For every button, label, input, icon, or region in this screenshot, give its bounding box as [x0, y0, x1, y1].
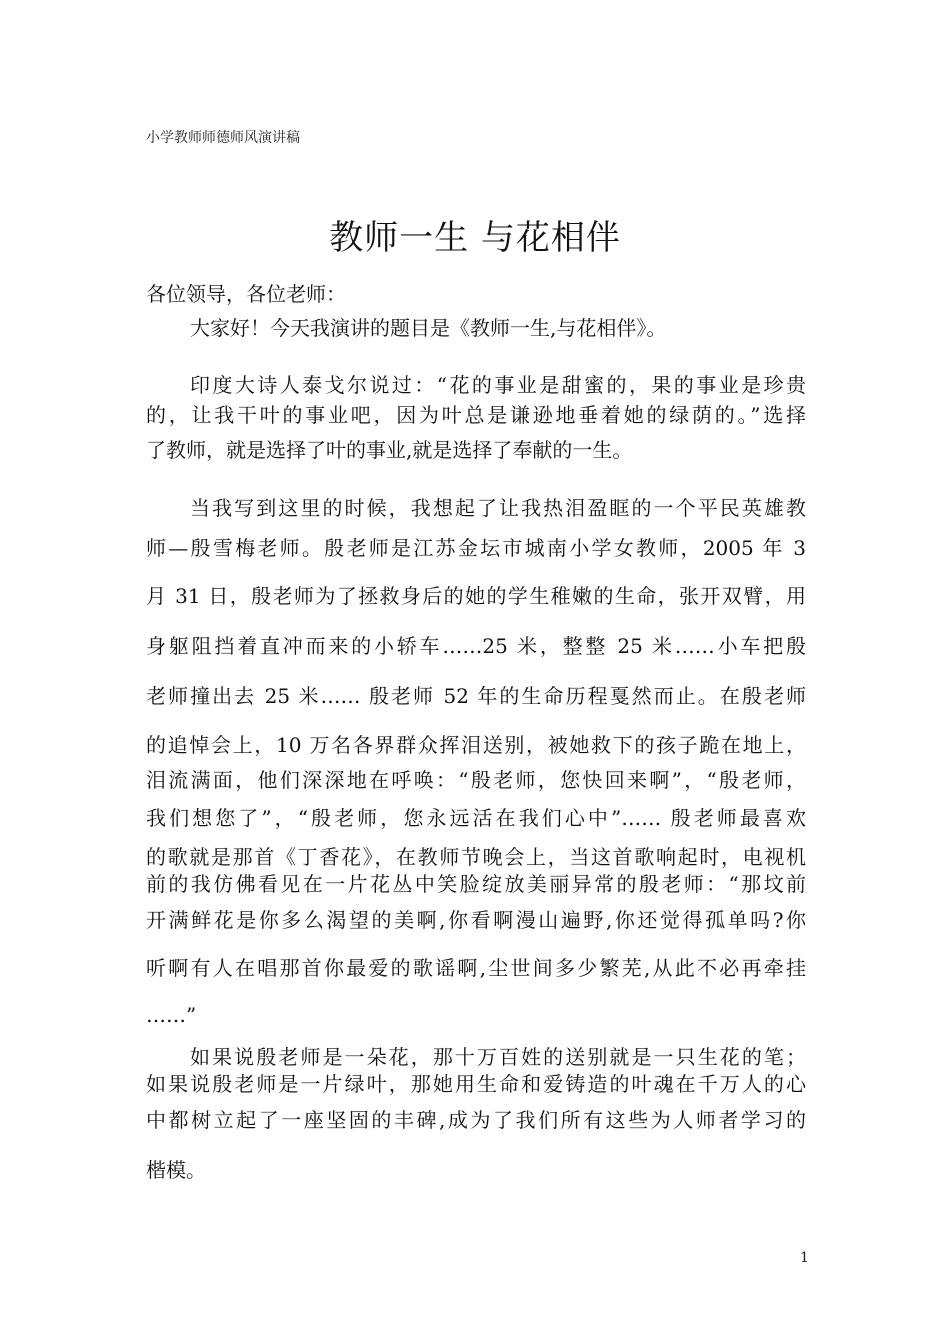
paragraph-line: 大家好！今天我演讲的题目是《教师一生,与花相伴》。	[190, 316, 667, 340]
document-header: 小学教师师德师风演讲稿	[146, 130, 300, 146]
paragraph-line: 楷模。	[146, 1158, 206, 1182]
paragraph-line: 当我写到这里的时候，我想起了让我热泪盈眶的一个平民英雄教	[190, 496, 806, 520]
paragraph-line: 我们想您了”，“殷老师，您永远活在我们心中”…… 殷老师最喜欢	[146, 806, 806, 830]
paragraph-line: 师—殷雪梅老师。殷老师是江苏金坛市城南小学女教师，2005 年 3	[146, 536, 806, 560]
paragraph-line: 前的我仿佛看见在一片花丛中笑脸绽放美丽异常的殷老师：“那坟前	[146, 872, 806, 896]
paragraph-line: 的，让我干叶的事业吧，因为叶总是谦逊地垂着她的绿荫的。”选择	[146, 403, 806, 427]
paragraph-line: 印度大诗人泰戈尔说过：“花的事业是甜蜜的，果的事业是珍贵	[190, 373, 806, 397]
document-title: 教师一生 与花相伴	[329, 218, 621, 258]
paragraph-line: 老师撞出去 25 米…… 殷老师 52 年的生命历程戛然而止。在殷老师	[146, 684, 806, 708]
paragraph-line: 如果说殷老师是一片绿叶，那她用生命和爱铸造的叶魂在千万人的心	[146, 1072, 806, 1096]
paragraph-line: 听啊有人在唱那首你最爱的歌谣啊,尘世间多少繁芜,从此不必再牵挂	[146, 956, 806, 980]
paragraph-line: 身躯阻挡着直冲而来的小轿车……25 米，整整 25 米……小车把殷	[146, 634, 806, 658]
paragraph-line: 如果说殷老师是一朵花，那十万百姓的送别就是一只生花的笔；	[190, 1045, 806, 1069]
paragraph-line: 月 31 日，殷老师为了拯救身后的她的学生稚嫩的生命，张开双臂，用	[146, 584, 806, 608]
paragraph-line: ……”	[146, 1003, 197, 1027]
paragraph-line: 中都树立起了一座坚固的丰碑,成为了我们所有这些为人师者学习的	[146, 1108, 806, 1132]
paragraph-line: 的追悼会上，10 万名各界群众挥泪送别，被她救下的孩子跪在地上，	[146, 733, 806, 757]
paragraph-line: 开满鲜花是你多么渴望的美啊,你看啊漫山遍野,你还觉得孤单吗?你	[146, 908, 806, 932]
salutation: 各位领导，各位老师：	[146, 282, 346, 306]
page-number: 1	[800, 1250, 809, 1266]
paragraph-line: 的歌就是那首《丁香花》，在教师节晚会上，当这首歌响起时，电视机	[146, 845, 806, 869]
paragraph-line: 了教师，就是选择了叶的事业,就是选择了奉献的一生。	[146, 438, 633, 462]
paragraph-line: 泪流满面，他们深深地在呼唤：“殷老师，您快回来啊”，“殷老师，	[146, 768, 806, 792]
